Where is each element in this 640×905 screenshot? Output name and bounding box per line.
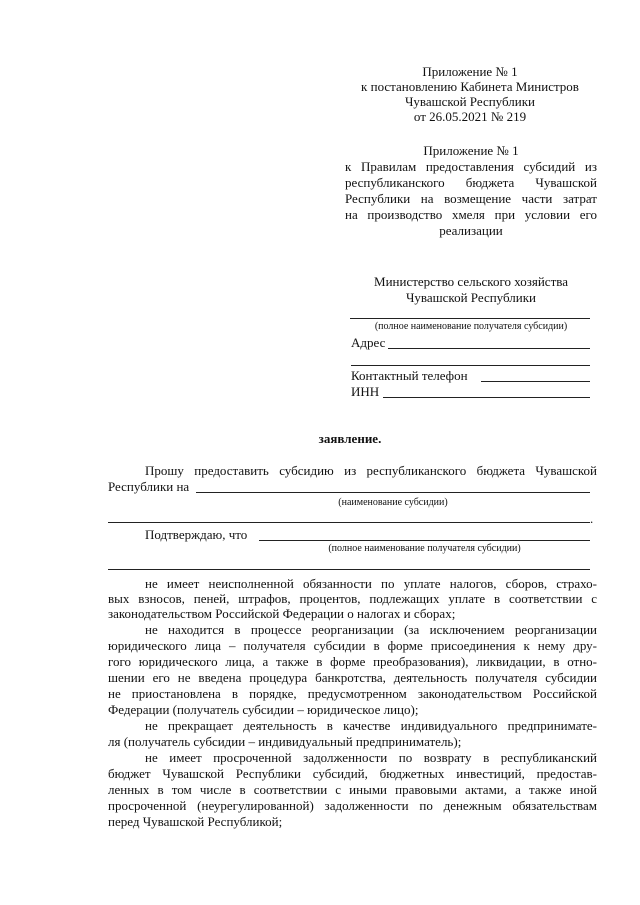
condition-text: Федерации (получатель субсидии – юридическое лицо);	[108, 702, 419, 717]
condition-text: не находится в процессе реорганизации (за исключением реорганизации	[145, 622, 597, 637]
condition-text: гого юридического лица, а также в форме преобразования), ликвидации, в отно-	[108, 654, 597, 669]
condition-text: не имеет неисполненной обязанности по уплате налогов, сборов, страхо-	[145, 576, 597, 591]
subsidy-name-field[interactable]	[196, 492, 590, 493]
address-field[interactable]	[388, 348, 590, 349]
condition-text: просроченной (неурегулированной) задолженности по денежным обязательствам	[108, 798, 597, 813]
inn-field[interactable]	[383, 397, 590, 398]
subsidy-name-field-line-2[interactable]	[108, 522, 590, 523]
recipient-line: Министерство сельского хозяйства	[374, 274, 568, 289]
condition-text: ля (получатель субсидии – индивидуальный предприниматель);	[108, 734, 462, 749]
confirm-label: Подтверждаю, что	[145, 527, 248, 542]
statement-text: Прошу предоставить субсидию из республиканского бюджета Чувашской	[145, 463, 597, 478]
period: .	[590, 511, 594, 526]
appendix-a-line: Чувашской Республики	[404, 94, 536, 109]
statement-title: заявление.	[318, 431, 382, 446]
appendix-a-line: к постановлению Кабинета Министров	[361, 79, 579, 94]
address-label: Адрес	[351, 335, 386, 350]
condition-text: не прекращает деятельность в качестве индивидуального предпринимате-	[145, 718, 597, 733]
subsidy-hint: (наименование субсидии)	[338, 497, 448, 508]
condition-text: перед Чувашской Республикой;	[108, 814, 283, 829]
condition-text: шении его не введена процедура банкротства, деятельность получателя субсидии	[108, 670, 597, 685]
phone-label: Контактный телефон	[351, 368, 468, 383]
fullname-hint: (полное наименование получателя субсидии)	[374, 321, 568, 332]
recipient-line: Чувашской Республики	[405, 290, 537, 305]
appendix-b-line: к Правилам предоставления субсидий из	[345, 159, 597, 174]
phone-field[interactable]	[481, 381, 590, 382]
condition-text: юридического лица – получателя субсидии в форме присоединения к нему дру-	[108, 638, 597, 653]
condition-text: не приостановлена в порядке, предусмотренном законодательством Российской	[108, 686, 597, 701]
condition-text: бюджет Чувашской Республики субсидий, бюджетных инвестиций, предостав-	[108, 766, 597, 781]
appendix-b-line: реализации	[439, 223, 503, 238]
address-field-line-2[interactable]	[351, 365, 590, 366]
condition-text: не имеет просроченной задолженности по возврату в республиканский	[145, 750, 597, 765]
inn-label: ИНН	[351, 384, 380, 399]
recipient-name-field-line-2[interactable]	[108, 569, 590, 570]
condition-text: законодательством Российской Федерации о налогах и сборах;	[108, 606, 456, 621]
recipient-hint: (полное наименование получателя субсидии)	[328, 543, 521, 554]
appendix-b-title: Приложение № 1	[423, 143, 519, 158]
appendix-b-line: на производство хмеля при условии его	[345, 207, 597, 222]
condition-text: ленных в том числе в соответствии с иными правовыми актами, а также иной	[108, 782, 597, 797]
statement-text: Республики на	[108, 479, 190, 494]
appendix-b-line: республиканского бюджета Чувашской	[345, 175, 597, 190]
condition-text: вых взносов, пеней, штрафов, процентов, подлежащих уплате в соответствии с	[108, 591, 597, 606]
appendix-b-line: Республики на возмещение части затрат	[345, 191, 597, 206]
fullname-field-line[interactable]	[350, 318, 590, 319]
appendix-a-date: от 26.05.2021 № 219	[413, 109, 527, 124]
recipient-name-field[interactable]	[259, 540, 590, 541]
appendix-a-title: Приложение № 1	[422, 64, 518, 79]
